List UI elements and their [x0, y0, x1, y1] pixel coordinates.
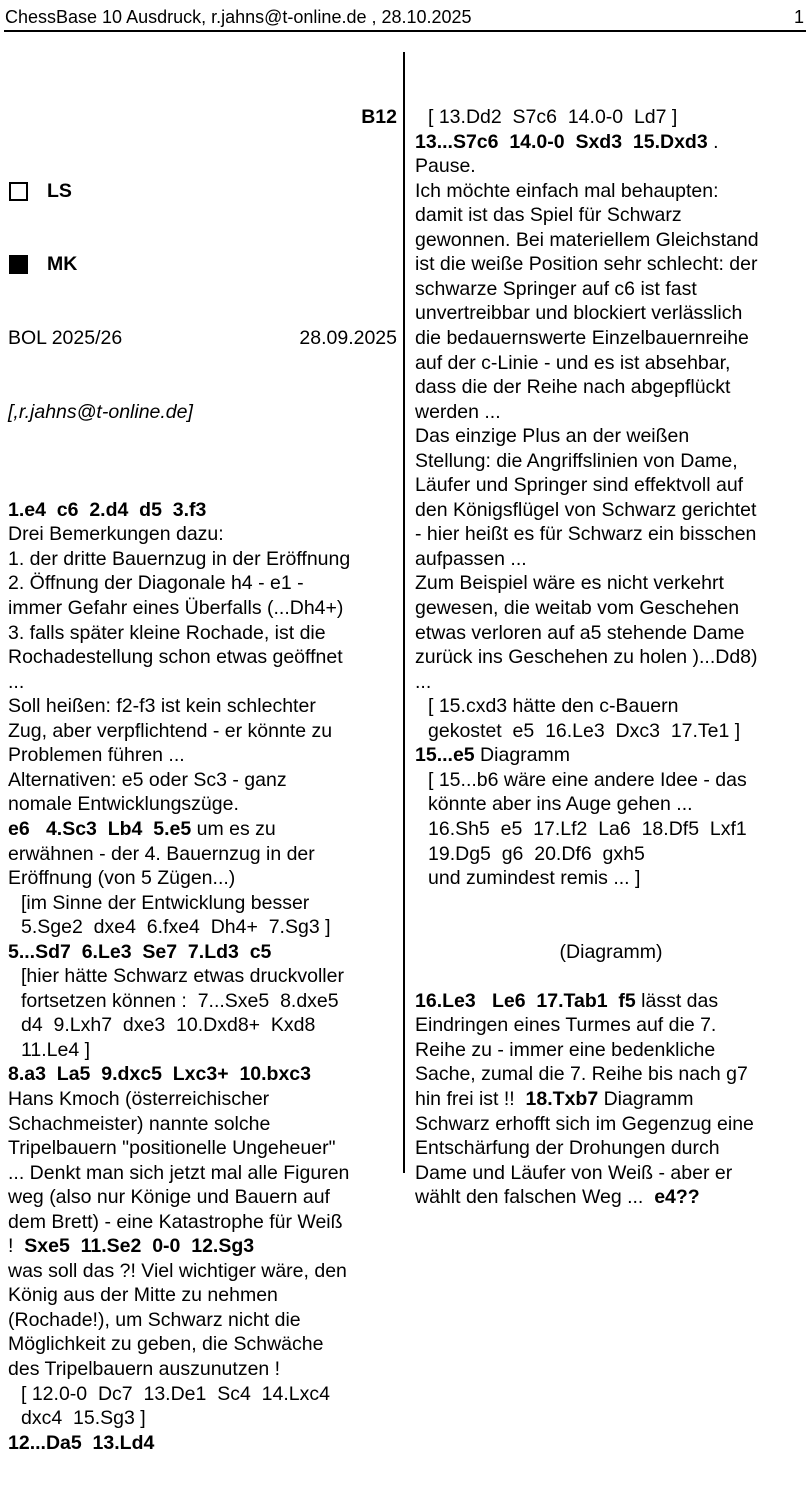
comment-text: immer Gefahr eines Überfalls (...Dh4+)	[8, 597, 344, 620]
blank-line	[415, 891, 807, 916]
comment-text: aufpassen ...	[415, 547, 527, 570]
text-line	[8, 743, 397, 768]
text-line	[415, 179, 807, 204]
text-line	[8, 670, 397, 695]
comment-text: damit ist das Spiel für Schwarz	[415, 204, 682, 227]
text-line	[415, 694, 807, 719]
comment-text: 16.Sh5 e5 17.Lf2 La6 18.Df5 Lxf1	[428, 817, 747, 840]
comment-text: Stellung: die Angriffslinien von Dame,	[415, 449, 738, 472]
text-line	[415, 817, 807, 842]
comment-text: dass die der Reihe nach abgepflückt	[415, 376, 731, 399]
text-line	[415, 571, 807, 596]
text-line	[8, 768, 397, 793]
game-date: 28.09.2025	[299, 327, 397, 350]
comment-text: gewonnen. Bei materiellem Gleichstand	[415, 228, 759, 251]
text-line	[8, 940, 397, 965]
text-line	[8, 1382, 397, 1407]
comment-text: ist die weiße Position sehr schlecht: der	[415, 253, 758, 276]
header-rule	[4, 30, 806, 32]
text-line	[415, 596, 807, 621]
text-line	[415, 1038, 807, 1063]
white-player-line	[8, 179, 397, 204]
text-line	[415, 326, 807, 351]
comment-text: König aus der Mitte zu nehmen	[8, 1284, 278, 1307]
move-text: 12...Da5 13.Ld4	[8, 1431, 155, 1454]
comment-text: [ 15...b6 wäre eine andere Idee - das	[428, 768, 747, 791]
text-line	[8, 1038, 397, 1063]
comment-text: Möglichkeit zu geben, die Schwäche	[8, 1333, 324, 1356]
text-line	[415, 547, 807, 572]
white-player-name: LS	[47, 179, 72, 202]
text-line	[415, 105, 807, 130]
comment-text: Drei Bemerkungen dazu:	[8, 523, 224, 546]
text-line	[8, 1332, 397, 1357]
comment-text: [hier hätte Schwarz etwas druckvoller	[21, 965, 344, 988]
text-line	[8, 1185, 397, 1210]
text-line	[8, 817, 397, 842]
text-line	[8, 694, 397, 719]
text-line	[415, 228, 807, 253]
text-line	[415, 743, 807, 768]
event-name: BOL 2025/26	[8, 327, 123, 350]
text-line	[8, 1136, 397, 1161]
white-square-icon	[9, 182, 28, 201]
text-line	[8, 1013, 397, 1038]
black-player-name: MK	[47, 253, 78, 276]
comment-text: erwähnen - der 4. Bauernzug in der	[8, 842, 315, 865]
move-text: 18.Txb7	[525, 1087, 599, 1110]
comment-text: Schwarz erhofft sich im Gegenzug eine	[415, 1112, 754, 1135]
move-text: 16.Le3 Le6 17.Tab1 f5	[415, 989, 636, 1012]
comment-text: um es zu	[191, 817, 276, 840]
blank-line	[415, 964, 807, 989]
comment-text: lässt das	[635, 989, 719, 1012]
comment-text: [ 12.0-0 Dc7 13.De1 Sc4 14.Lxc4	[21, 1382, 330, 1405]
move-text: 1.e4 c6 2.d4 d5 3.f3	[8, 498, 207, 521]
comment-text: Läufer und Springer sind effektvoll auf	[415, 474, 744, 497]
comment-text: Zug, aber verpflichtend - er könnte zu	[8, 719, 333, 742]
blank-line	[415, 915, 807, 940]
comment-text: zurück ins Geschehen zu holen )...Dd8)	[415, 646, 758, 669]
text-line	[8, 866, 397, 891]
text-line	[8, 719, 397, 744]
move-text: 5...Sd7 6.Le3 Se7 7.Ld3 c5	[8, 940, 272, 963]
comment-text: Eröffnung (von 5 Zügen...)	[8, 867, 236, 890]
black-square-icon	[9, 255, 28, 274]
comment-text: Rochadestellung schon etwas geöffnet	[8, 646, 343, 669]
comment-text: Diagramm	[474, 744, 570, 767]
move-text: 13...S7c6 14.0-0 Sxd3 15.Dxd3	[415, 130, 708, 153]
comment-text: die bedauernswerte Einzelbauernreihe	[415, 327, 749, 350]
comment-text: gekostet e5 16.Le3 Dxc3 17.Te1 ]	[428, 719, 741, 742]
comment-text: Problemen führen ...	[8, 744, 185, 767]
text-line	[8, 1308, 397, 1333]
text-line	[415, 842, 807, 867]
comment-text: [ 13.Dd2 S7c6 14.0-0 Ld7 ]	[428, 106, 678, 129]
comment-text: d4 9.Lxh7 dxe3 10.Dxd8+ Kxd8	[21, 1014, 316, 1037]
text-line	[8, 989, 397, 1014]
text-line	[8, 842, 397, 867]
comment-text: [ 15.cxd3 hätte den c-Bauern	[428, 695, 679, 718]
text-line	[8, 891, 397, 916]
print-header	[5, 6, 804, 28]
comment-text: .	[707, 130, 719, 153]
text-line	[415, 792, 807, 817]
comment-text: 2. Öffnung der Diagonale h4 - e1 -	[8, 572, 304, 595]
comment-text: Dame und Läufer von Weiß - aber er	[415, 1161, 733, 1184]
text-line	[8, 964, 397, 989]
text-line	[415, 400, 807, 425]
comment-text: Soll heißen: f2-f3 ist kein schlechter	[8, 695, 316, 718]
comment-text: weg (also nur Könige und Bauern auf	[8, 1186, 330, 1209]
text-line	[415, 1013, 807, 1038]
text-line	[415, 1062, 807, 1087]
comment-text: was soll das ?! Viel wichtiger wäre, den	[8, 1259, 347, 1282]
text-line	[415, 768, 807, 793]
print-header-title: ChessBase 10 Ausdruck, r.jahns@t-online.de , 28.10.2025	[5, 7, 472, 27]
comment-text: 1. der dritte Bauernzug in der Eröffnung	[8, 547, 351, 570]
text-line	[8, 1062, 397, 1087]
comment-text: 3. falls später kleine Rochade, ist die	[8, 621, 326, 644]
comment-text: und zumindest remis ... ]	[428, 867, 641, 890]
comment-text: 19.Dg5 g6 20.Df6 gxh5	[428, 842, 645, 865]
comment-text: - hier heißt es für Schwarz ein bisschen	[415, 523, 757, 546]
comment-text: hin frei ist !!	[415, 1087, 526, 1110]
text-line	[415, 621, 807, 646]
comment-text: Sache, zumal die 7. Reihe bis nach g7	[415, 1063, 748, 1086]
text-line	[415, 1136, 807, 1161]
comment-text: !	[8, 1235, 25, 1258]
text-line	[415, 1087, 807, 1112]
text-line	[415, 473, 807, 498]
comment-text: schwarze Springer auf c6 ist fast	[415, 277, 697, 300]
right-column	[415, 56, 807, 1259]
left-column	[8, 56, 397, 1504]
column-divider	[403, 52, 405, 1173]
text-line	[415, 670, 807, 695]
comment-text: Das einzige Plus an der weißen	[415, 425, 690, 448]
comment-text: (Rochade!), um Schwarz nicht die	[8, 1308, 301, 1331]
text-line	[415, 424, 807, 449]
left-column-text	[8, 473, 397, 1455]
text-line	[8, 1283, 397, 1308]
text-line	[8, 1357, 397, 1382]
text-line	[415, 203, 807, 228]
text-line	[8, 1259, 397, 1284]
right-column-text	[415, 105, 807, 1210]
comment-text: Eindringen eines Turmes auf die 7.	[415, 1014, 717, 1037]
text-line	[8, 1431, 397, 1456]
comment-text: [im Sinne der Entwicklung besser	[21, 891, 310, 914]
comment-text: könnte aber ins Auge gehen ...	[428, 793, 693, 816]
comment-text: 11.Le4 ]	[21, 1038, 91, 1061]
comment-text: des Tripelbauern auszunutzen !	[8, 1357, 281, 1380]
comment-text: Alternativen: e5 oder Sc3 - ganz	[8, 768, 287, 791]
move-text: 8.a3 La5 9.dxc5 Lxc3+ 10.bxc3	[8, 1063, 311, 1086]
text-line	[415, 645, 807, 670]
text-line	[8, 571, 397, 596]
comment-text: Reihe zu - immer eine bedenkliche	[415, 1038, 716, 1061]
comment-text: etwas verloren auf a5 stehende Dame	[415, 621, 745, 644]
text-line	[415, 1185, 807, 1210]
comment-text: wählt den falschen Weg ...	[415, 1186, 655, 1209]
move-text: e4??	[654, 1186, 700, 1209]
text-line	[415, 989, 807, 1014]
comment-text: unvertreibbar und blockiert verlässlich	[415, 302, 743, 325]
move-text: 15...e5	[415, 744, 475, 767]
comment-text: Pause.	[415, 155, 476, 178]
text-line	[8, 915, 397, 940]
comment-text: Ich möchte einfach mal behaupten:	[415, 179, 719, 202]
event-line	[8, 326, 397, 351]
text-line	[415, 719, 807, 744]
comment-text: gewesen, die weitab vom Geschehen	[415, 597, 740, 620]
comment-text: ...	[415, 670, 432, 693]
text-line	[415, 252, 807, 277]
comment-text: 5.Sge2 dxe4 6.fxe4 Dh4+ 7.Sg3 ]	[21, 916, 331, 939]
text-line	[415, 154, 807, 179]
text-line	[415, 940, 807, 965]
text-line	[415, 375, 807, 400]
text-line	[415, 1161, 807, 1186]
text-line	[8, 1234, 397, 1259]
text-line	[8, 522, 397, 547]
text-line	[8, 596, 397, 621]
text-line	[415, 1112, 807, 1137]
comment-text: Schachmeister) nannte solche	[8, 1112, 271, 1135]
comment-text: den Königsflügel von Schwarz gerichtet	[415, 498, 757, 521]
page-number: 1	[793, 7, 804, 27]
text-line	[415, 277, 807, 302]
comment-text: Diagramm	[598, 1087, 694, 1110]
text-line	[8, 547, 397, 572]
comment-text: Entschärfung der Drohungen durch	[415, 1137, 720, 1160]
text-line	[8, 1161, 397, 1186]
comment-text: nomale Entwicklungszüge.	[8, 793, 239, 816]
text-line	[415, 301, 807, 326]
comment-text: Zum Beispiel wäre es nicht verkehrt	[415, 572, 724, 595]
blank-line	[8, 473, 397, 498]
eco-code: B12	[361, 106, 397, 129]
text-line	[8, 1087, 397, 1112]
text-line	[415, 522, 807, 547]
text-line	[8, 792, 397, 817]
text-line	[415, 498, 807, 523]
comment-text: Hans Kmoch (österreichischer	[8, 1087, 270, 1110]
comment-text: ...	[8, 670, 25, 693]
text-line	[8, 498, 397, 523]
move-text: Sxe5 11.Se2 0-0 12.Sg3	[24, 1235, 255, 1258]
comment-text: dxc4 15.Sg3 ]	[21, 1407, 146, 1430]
text-line	[415, 866, 807, 891]
text-line	[8, 1112, 397, 1137]
text-line	[8, 1210, 397, 1235]
comment-text: werden ...	[415, 400, 501, 423]
comment-text: auf der c-Linie - und es ist absehbar,	[415, 351, 731, 374]
text-line	[8, 645, 397, 670]
black-player-line	[8, 252, 397, 277]
comment-text: fortsetzen können : 7...Sxe5 8.dxe5	[21, 989, 339, 1012]
move-text: e6 4.Sc3 Lb4 5.e5	[8, 817, 192, 840]
comment-text: (Diagramm)	[559, 940, 663, 963]
annotator-line: [,r.jahns@t-online.de]	[8, 400, 193, 423]
comment-text: Tripelbauern "positionelle Ungeheuer"	[8, 1137, 336, 1160]
text-line	[415, 449, 807, 474]
text-line	[8, 1406, 397, 1431]
text-line	[415, 130, 807, 155]
comment-text: dem Brett) - eine Katastrophe für Weiß	[8, 1210, 343, 1233]
comment-text: ... Denkt man sich jetzt mal alle Figuren	[8, 1161, 350, 1184]
text-line	[8, 621, 397, 646]
text-line	[415, 351, 807, 376]
